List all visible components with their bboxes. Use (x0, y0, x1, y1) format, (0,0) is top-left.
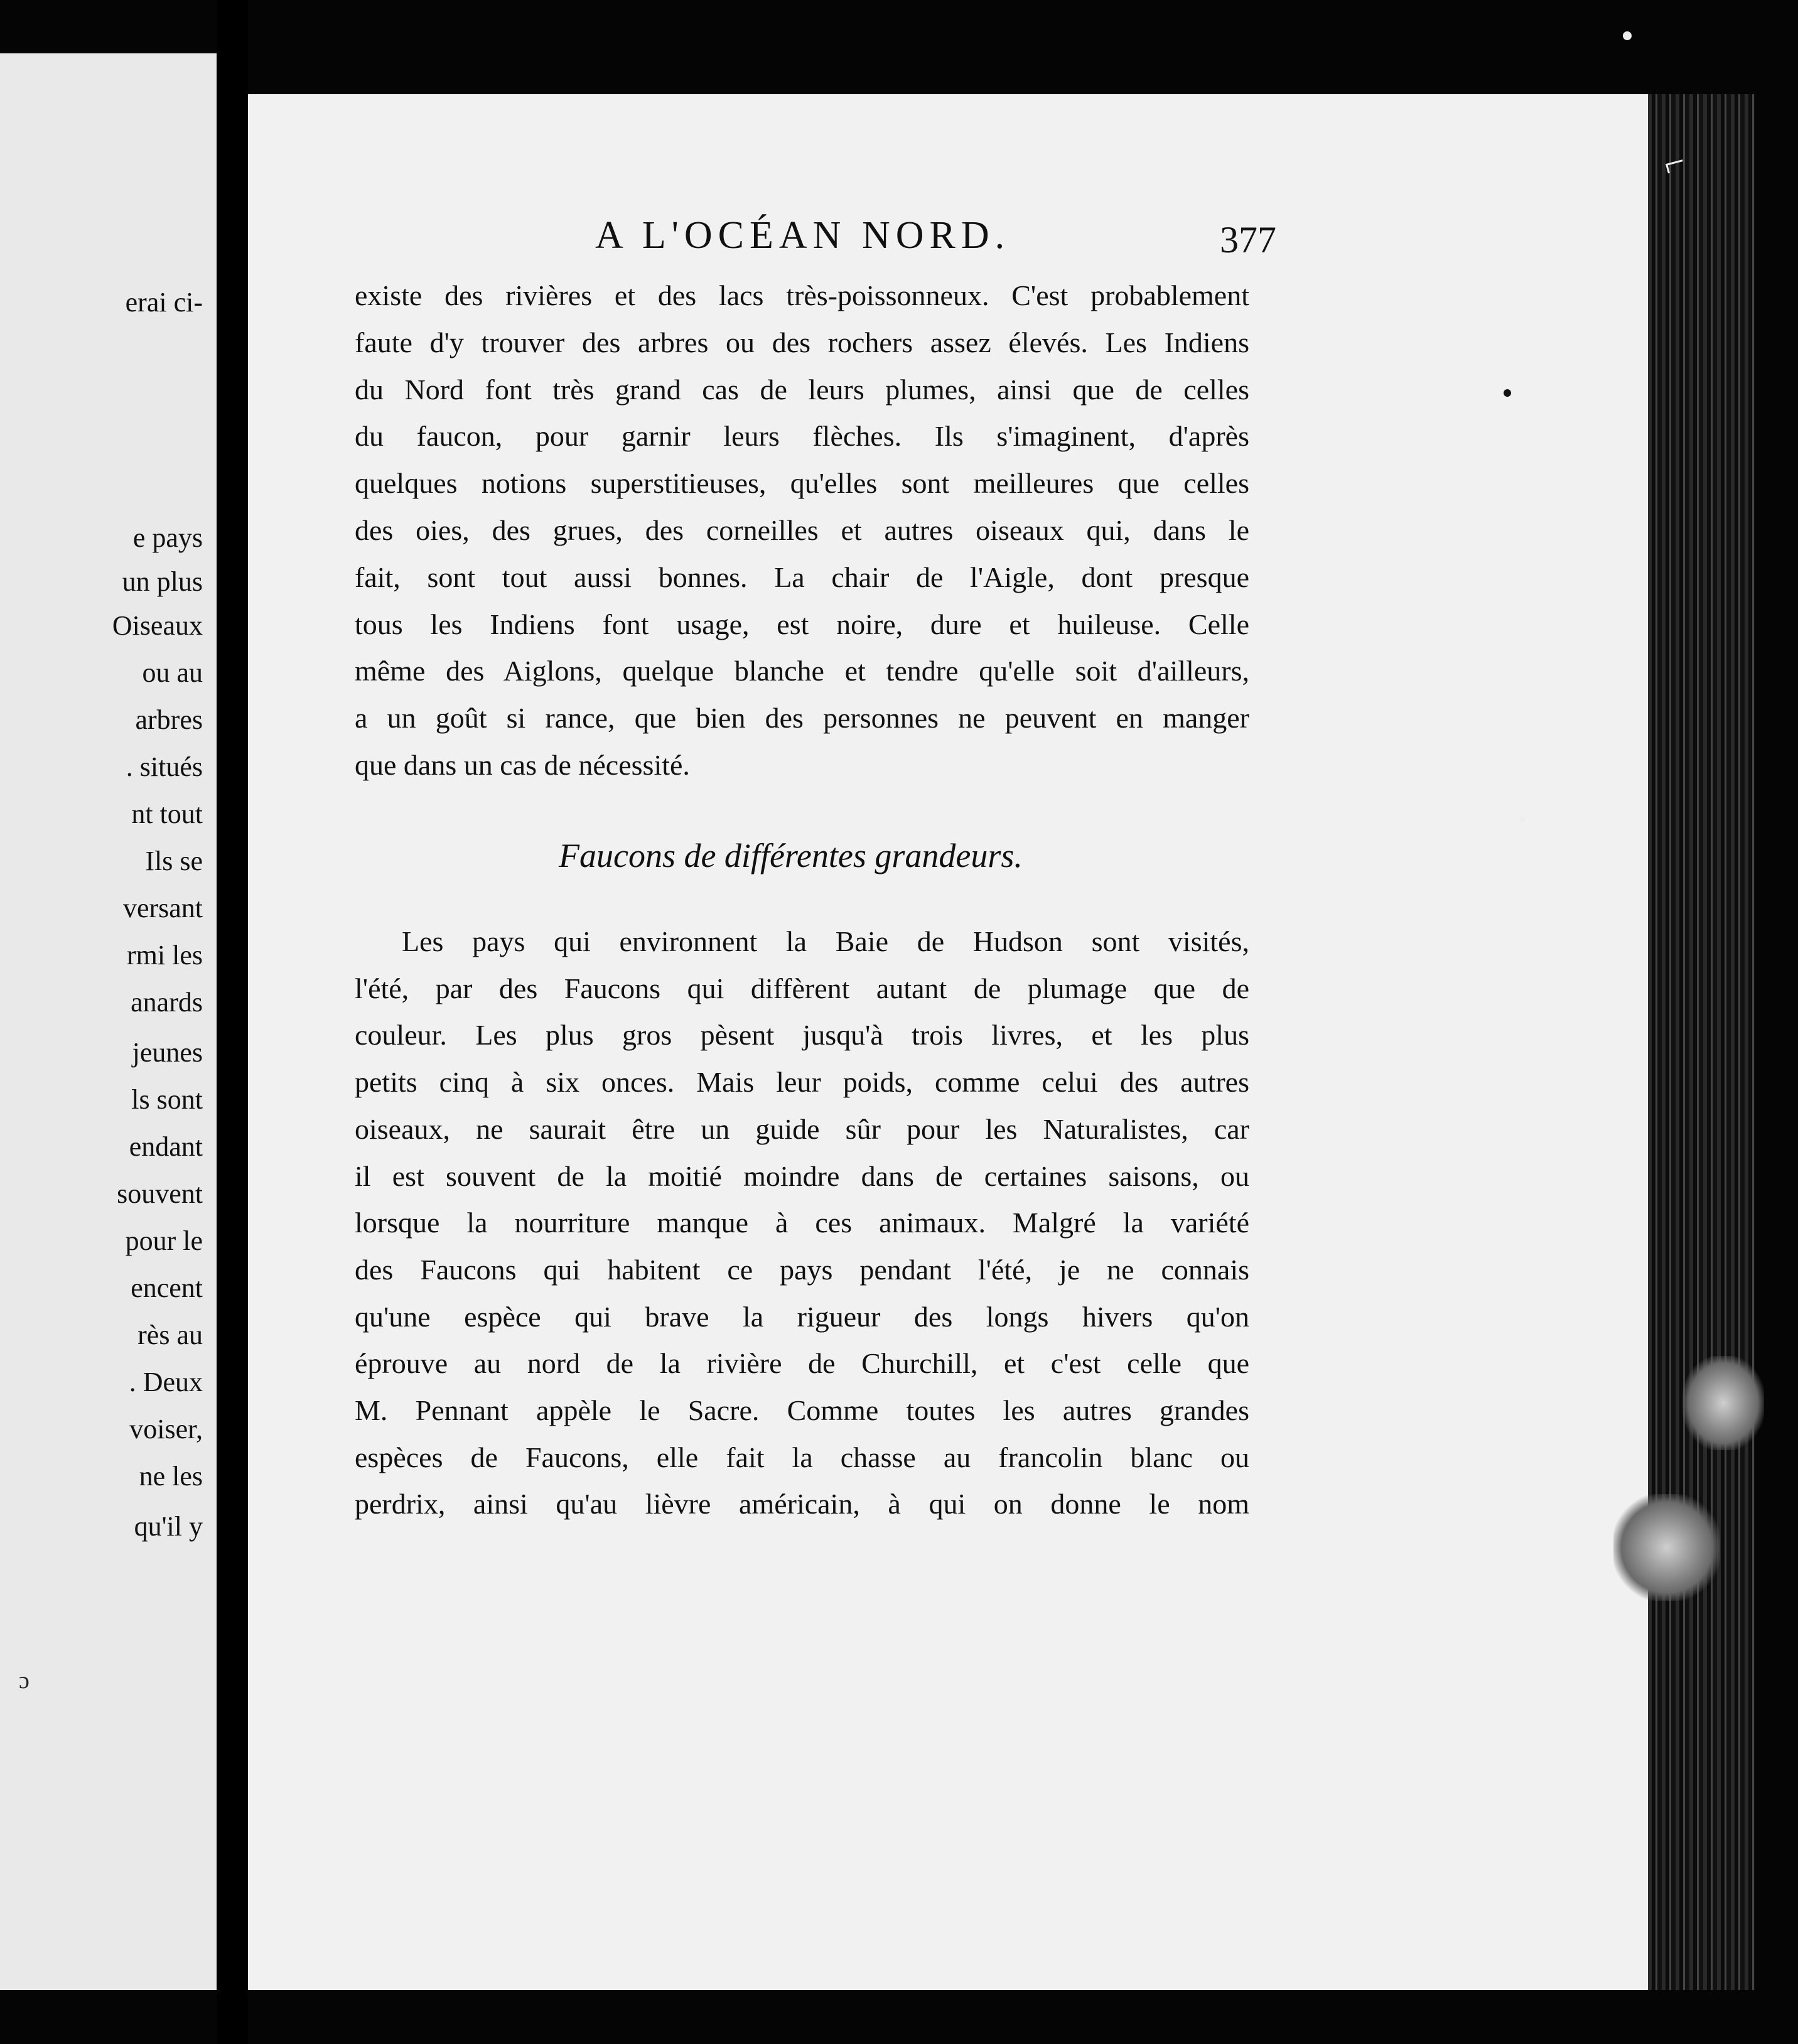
text-line: éprouve au nord de la rivière de Churchill, et c'est celle que (355, 1347, 1249, 1380)
text-line: il est souvent de la moitié moindre dans de certaines saisons, ou (355, 1159, 1249, 1192)
left-page-line: endant (129, 1131, 203, 1162)
margin-ink-mark: ⌐ (1658, 139, 1690, 186)
left-page-line: Ils se (145, 846, 203, 876)
left-page-line: voiser, (129, 1414, 203, 1444)
text-line: oiseaux, ne saurait être un guide sûr pour les Naturalistes, car (355, 1112, 1249, 1145)
text-line: lorsque la nourriture manque à ces animaux. Malgré la variété (355, 1207, 1249, 1239)
left-page-line: pour le (125, 1225, 203, 1256)
left-page-line: e pays (132, 522, 203, 553)
left-facing-page (0, 53, 217, 1990)
left-page-line: ls sont (131, 1084, 203, 1115)
page-stack-edge (1648, 94, 1755, 1990)
text-line: petits cinq à six onces. Mais leur poids, comme celui des autres (355, 1066, 1249, 1099)
text-line: que dans un cas de nécessité. (355, 749, 690, 781)
left-page-line: . Deux (129, 1367, 203, 1397)
left-page-line: qu'il y (134, 1511, 203, 1542)
left-page-line: nt tout (131, 799, 203, 829)
left-page-line: anards (131, 987, 203, 1018)
scan-speck (1623, 31, 1632, 40)
section-subheading: Faucons de différentes grandeurs. (559, 837, 1023, 874)
text-line: des Faucons qui habitent ce pays pendant l'été, je ne connais (355, 1253, 1249, 1286)
text-line: du Nord font très grand cas de leurs plumes, ainsi que de celles (355, 373, 1249, 406)
text-line: couleur. Les plus gros pèsent jusqu'à trois livres, et les plus (355, 1019, 1249, 1052)
left-page-line: rès au (137, 1320, 203, 1350)
left-page-line: versant (122, 893, 203, 923)
scan-speck (1504, 389, 1511, 397)
left-page-line: Oiseaux (112, 610, 203, 641)
text-line: espèces de Faucons, elle fait la chasse au francolin blanc ou (355, 1441, 1249, 1473)
text-line: même des Aiglons, quelque blanche et tendre qu'elle soit d'ailleurs, (355, 655, 1249, 687)
left-page-line: . situés (126, 751, 203, 782)
left-page-line: arbres (135, 704, 203, 735)
book-gutter (217, 0, 248, 2044)
running-title: A L'OCÉAN NORD. (595, 214, 1011, 257)
text-line: fait, sont tout aussi bonnes. La chair de l'Aigle, dont presque (355, 561, 1249, 593)
left-page-line: encent (131, 1272, 203, 1303)
scan-speck (1519, 816, 1526, 822)
left-page-line: rmi les (127, 940, 203, 971)
page-edge-smudge (1613, 1494, 1720, 1601)
text-line: M. Pennant appèle le Sacre. Comme toutes les autres grandes (355, 1394, 1249, 1426)
left-page-line: ou au (142, 657, 203, 688)
text-line: existe des rivières et des lacs très-poissonneux. C'est probablement (355, 279, 1249, 311)
text-line: des oies, des grues, des corneilles et autres oiseaux qui, dans le (355, 514, 1249, 546)
text-line: a un goût si rance, que bien des personnes ne peuvent en manger (355, 702, 1249, 734)
page-edge-smudge (1682, 1356, 1764, 1450)
text-line: l'été, par des Faucons qui diffèrent autant de plumage que de (355, 972, 1249, 1004)
text-line: qu'une espèce qui brave la rigueur des longs hivers qu'on (355, 1300, 1249, 1333)
text-line: Les pays qui environnent la Baie de Hudson sont visités, (402, 925, 1249, 957)
page-number: 377 (1220, 219, 1276, 261)
left-page-mark: ɔ (19, 1667, 30, 1694)
left-page-line: erai ci- (125, 287, 203, 318)
text-line: quelques notions superstitieuses, qu'elles sont meilleures que celles (355, 467, 1249, 500)
text-line: faute d'y trouver des arbres ou des rochers assez élevés. Les Indiens (355, 326, 1249, 358)
text-line: du faucon, pour garnir leurs flèches. Ils s'imaginent, d'après (355, 420, 1249, 453)
text-line: tous les Indiens font usage, est noire, dure et huileuse. Celle (355, 608, 1249, 640)
left-page-line: ne les (139, 1461, 203, 1492)
left-page-line: jeunes (132, 1037, 203, 1068)
left-page-line: un plus (122, 566, 203, 597)
left-page-line: souvent (117, 1178, 203, 1209)
text-line: perdrix, ainsi qu'au lièvre américain, à qui on donne le nom (355, 1488, 1249, 1520)
